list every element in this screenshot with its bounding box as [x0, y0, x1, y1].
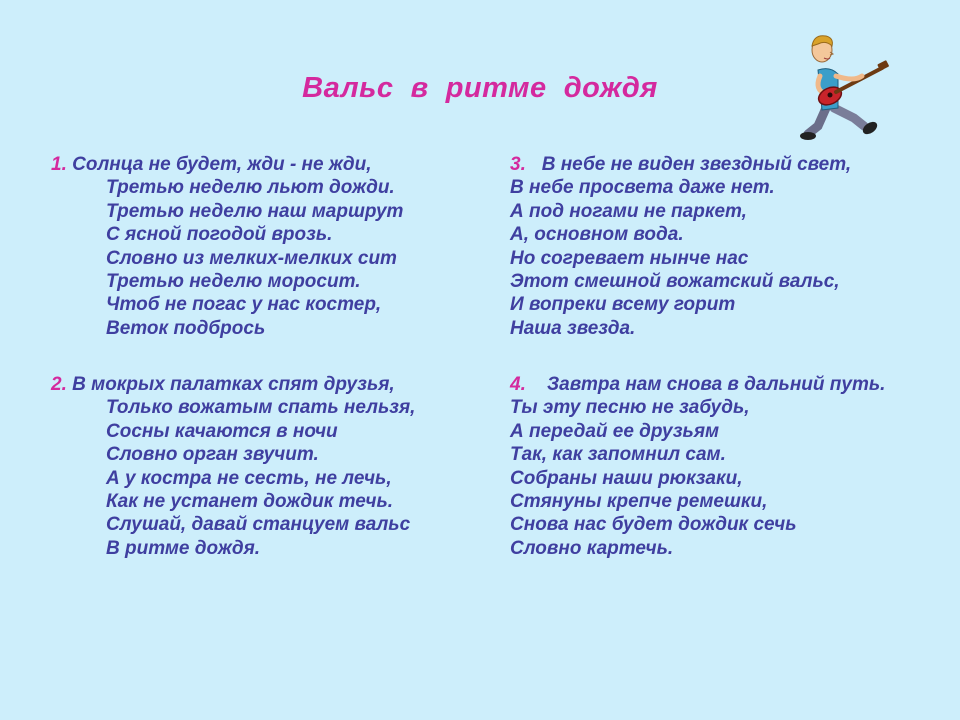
verse-line: Третью неделю льют дожди.	[106, 177, 395, 199]
verse-line: Веток подбрось	[106, 317, 266, 339]
verse-line: Наша звезда.	[510, 317, 636, 339]
verse-first-line: 4. Завтра нам снова в дальний путь.	[510, 374, 886, 395]
verse-line: И вопреки всему горит	[510, 294, 736, 316]
verse-number: 1.	[51, 154, 67, 175]
verse-number: 2.	[51, 374, 67, 395]
page-title: Вальс в ритме дождя	[302, 72, 658, 104]
verse-line: Сосны качаются в ночи	[106, 420, 338, 442]
verse-first-line: 2. В мокрых палатках спят друзья,	[51, 374, 395, 395]
verse-line: А, основном вода.	[510, 224, 684, 246]
verse-number: 3.	[510, 154, 526, 175]
verse-line: Ты эту песню не забудь,	[510, 397, 750, 419]
verse-number: 4.	[510, 374, 526, 395]
verse-line: Только вожатым спать нельзя,	[106, 397, 416, 419]
verse-first-line: 1. Солнца не будет, жди - не жди,	[51, 154, 372, 175]
guitar-player-icon	[796, 30, 892, 146]
verse-line: Но согревает нынче нас	[510, 247, 749, 269]
verse-line: Как не устанет дождик течь.	[106, 491, 394, 513]
verse-line: А у костра не сесть, не лечь,	[106, 467, 392, 489]
verse-line: Так, как запомнил сам.	[510, 444, 726, 466]
verse-line: Этот смешной вожатский вальс,	[510, 271, 840, 293]
verse-line: В ритме дождя.	[106, 537, 261, 559]
verse-first-line: 3. В небе не виден звездный свет,	[510, 154, 852, 175]
verse-3	[510, 153, 851, 340]
verse-line: Стянуны крепче ремешки,	[510, 491, 768, 513]
verse-line: Чтоб не погас у нас костер,	[106, 294, 382, 316]
verse-line: Словно из мелких-мелких сит	[106, 247, 397, 269]
verse-line: А под ногами не паркет,	[510, 200, 747, 222]
verse-line: С ясной погодой врозь.	[106, 224, 333, 246]
verse-line: Снова нас будет дождик сечь	[510, 514, 797, 536]
verse-4	[510, 373, 885, 560]
verse-2	[51, 373, 415, 560]
verse-1	[51, 153, 403, 340]
verse-line: Словно орган звучит.	[106, 444, 319, 466]
verse-line: А передай ее друзьям	[510, 420, 720, 442]
verse-line: Слушай, давай станцуем вальс	[106, 514, 411, 536]
verse-line: Собраны наши рюкзаки,	[510, 467, 743, 489]
verse-line: В небе просвета даже нет.	[510, 177, 775, 199]
verse-line: Третью неделю моросит.	[106, 271, 361, 293]
verse-line: Третью неделю наш маршрут	[106, 200, 404, 222]
verse-line: Словно картечь.	[510, 537, 674, 559]
